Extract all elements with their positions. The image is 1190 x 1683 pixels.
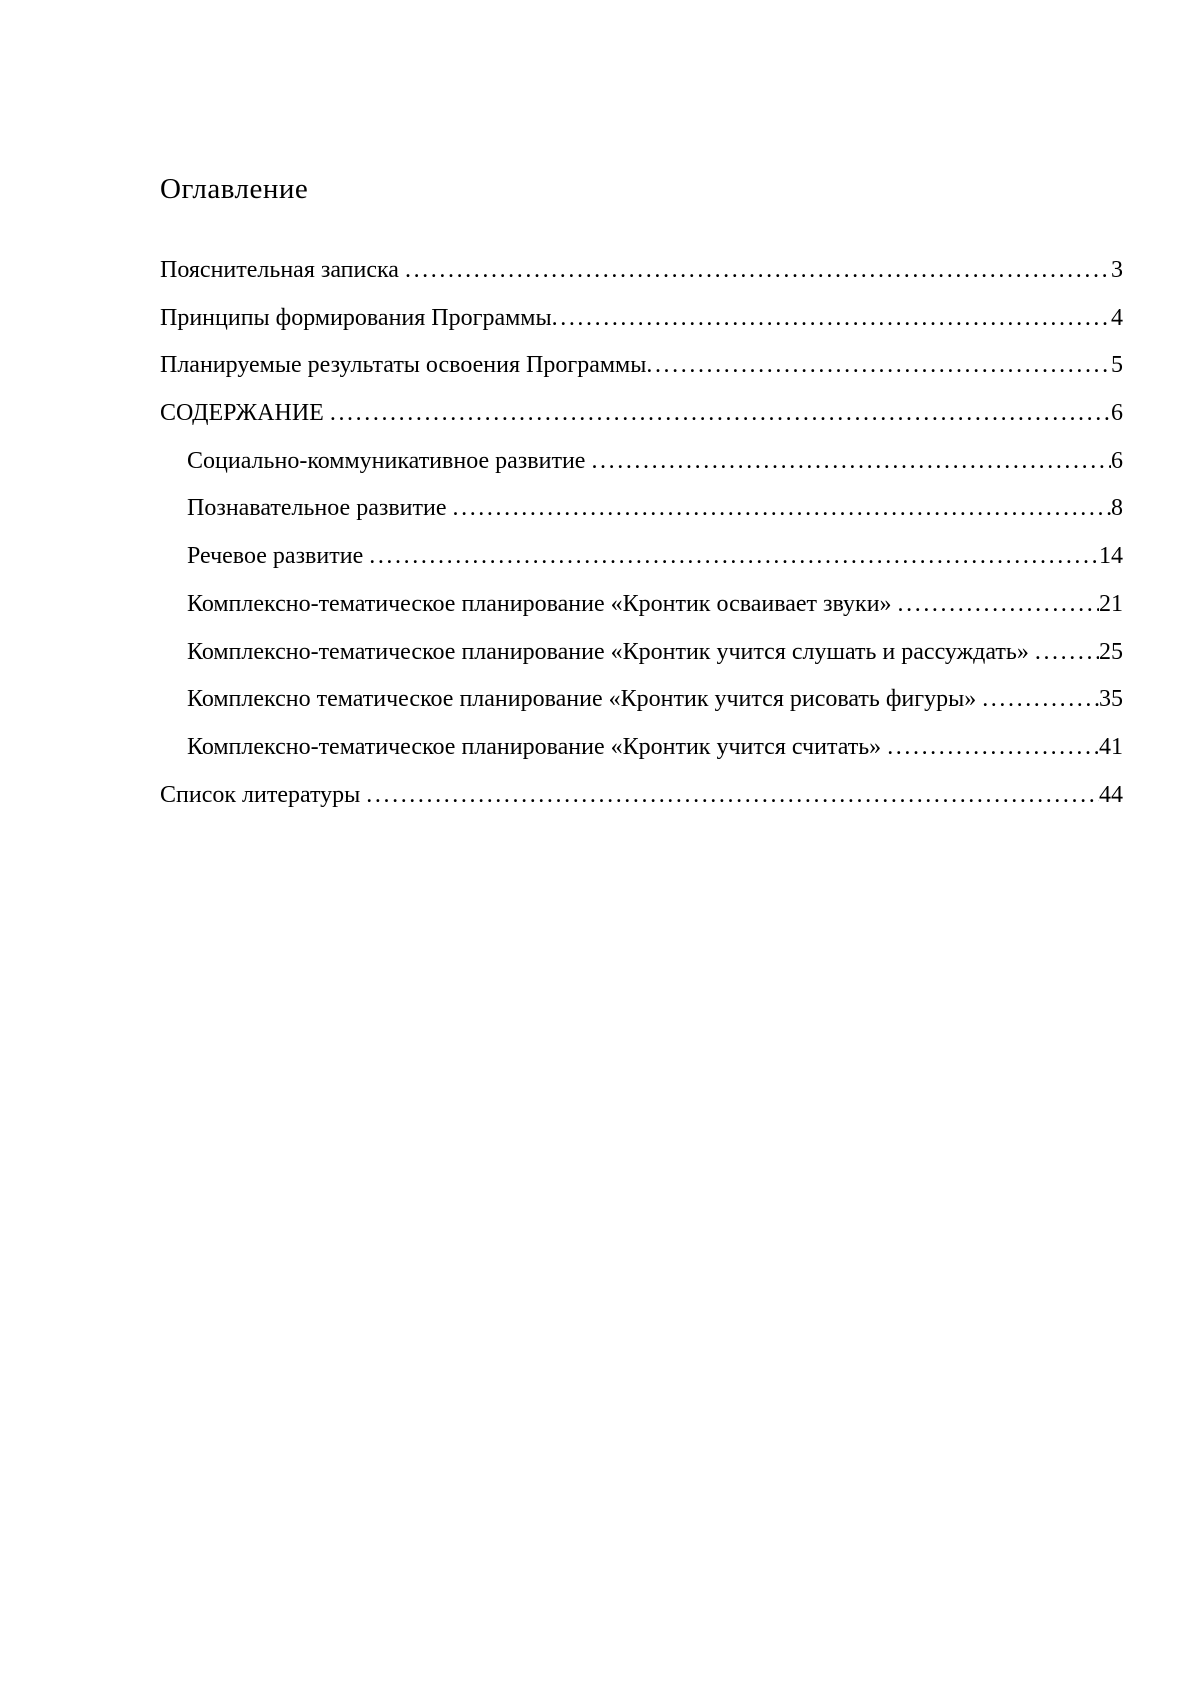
toc-entry-label: Пояснительная записка bbox=[160, 257, 405, 283]
page-title: Оглавление bbox=[160, 173, 309, 205]
toc-entry[interactable] bbox=[160, 247, 1123, 295]
dot-leader bbox=[366, 772, 1099, 820]
dot-leader bbox=[405, 247, 1111, 295]
toc-entry-label: Комплексно-тематическое планирование «Кронтик учится считать» bbox=[187, 733, 888, 760]
dot-leader bbox=[898, 581, 1099, 629]
toc-page-number: 21 bbox=[1099, 590, 1123, 617]
dot-leader bbox=[887, 724, 1099, 772]
toc-entry[interactable] bbox=[160, 390, 1123, 438]
dot-leader bbox=[453, 485, 1112, 533]
toc-page-number: 4 bbox=[1111, 304, 1123, 331]
toc-page-number: 5 bbox=[1111, 352, 1123, 379]
toc-page-number: 8 bbox=[1111, 495, 1123, 522]
toc-entry[interactable] bbox=[160, 724, 1123, 772]
toc-page-number: 41 bbox=[1099, 733, 1123, 760]
dot-leader bbox=[982, 676, 1099, 724]
toc-entry-label: Комплексно-тематическое планирование «Кронтик осваивает звуки» bbox=[187, 590, 898, 617]
dot-leader bbox=[1035, 629, 1099, 677]
toc-entry-label: Познавательное развитие bbox=[187, 495, 453, 522]
toc-page-number: 25 bbox=[1099, 638, 1123, 665]
toc-page-number: 44 bbox=[1099, 781, 1123, 808]
document-content bbox=[160, 0, 1123, 819]
toc-entry-label: Планируемые результаты освоения Программы bbox=[160, 352, 647, 379]
toc-page-number: 6 bbox=[1111, 447, 1123, 474]
dot-leader bbox=[591, 438, 1111, 486]
toc-entry-label: Комплексно тематическое планирование «Кронтик учится рисовать фигуры» bbox=[187, 686, 983, 713]
dot-leader bbox=[369, 533, 1099, 581]
toc-page-number: 3 bbox=[1111, 257, 1123, 283]
toc-entry[interactable] bbox=[160, 295, 1123, 343]
toc-entry[interactable] bbox=[160, 485, 1123, 533]
table-of-contents bbox=[160, 247, 1123, 819]
toc-entry[interactable] bbox=[160, 772, 1123, 820]
toc-entry[interactable] bbox=[160, 438, 1123, 486]
toc-entry[interactable] bbox=[160, 629, 1123, 677]
toc-entry-label: Комплексно-тематическое планирование «Кронтик учится слушать и рассуждать» bbox=[187, 638, 1035, 665]
toc-entry-label: Социально-коммуникативное развитие bbox=[187, 447, 592, 474]
toc-entry-label: СОДЕРЖАНИЕ bbox=[160, 400, 330, 427]
toc-entry-label: Список литературы bbox=[160, 781, 367, 808]
toc-entry[interactable] bbox=[160, 342, 1123, 390]
toc-entry[interactable] bbox=[160, 533, 1123, 581]
toc-page-number: 6 bbox=[1111, 400, 1123, 427]
toc-entry[interactable] bbox=[160, 581, 1123, 629]
toc-entry-label: Речевое развитие bbox=[187, 543, 370, 570]
dot-leader bbox=[552, 295, 1111, 343]
toc-page-number: 14 bbox=[1099, 543, 1123, 570]
dot-leader bbox=[330, 390, 1111, 438]
toc-page-number: 35 bbox=[1099, 686, 1123, 713]
toc-entry[interactable] bbox=[160, 676, 1123, 724]
dot-leader bbox=[646, 342, 1111, 390]
toc-entry-label: Принципы формирования Программы bbox=[160, 304, 552, 331]
